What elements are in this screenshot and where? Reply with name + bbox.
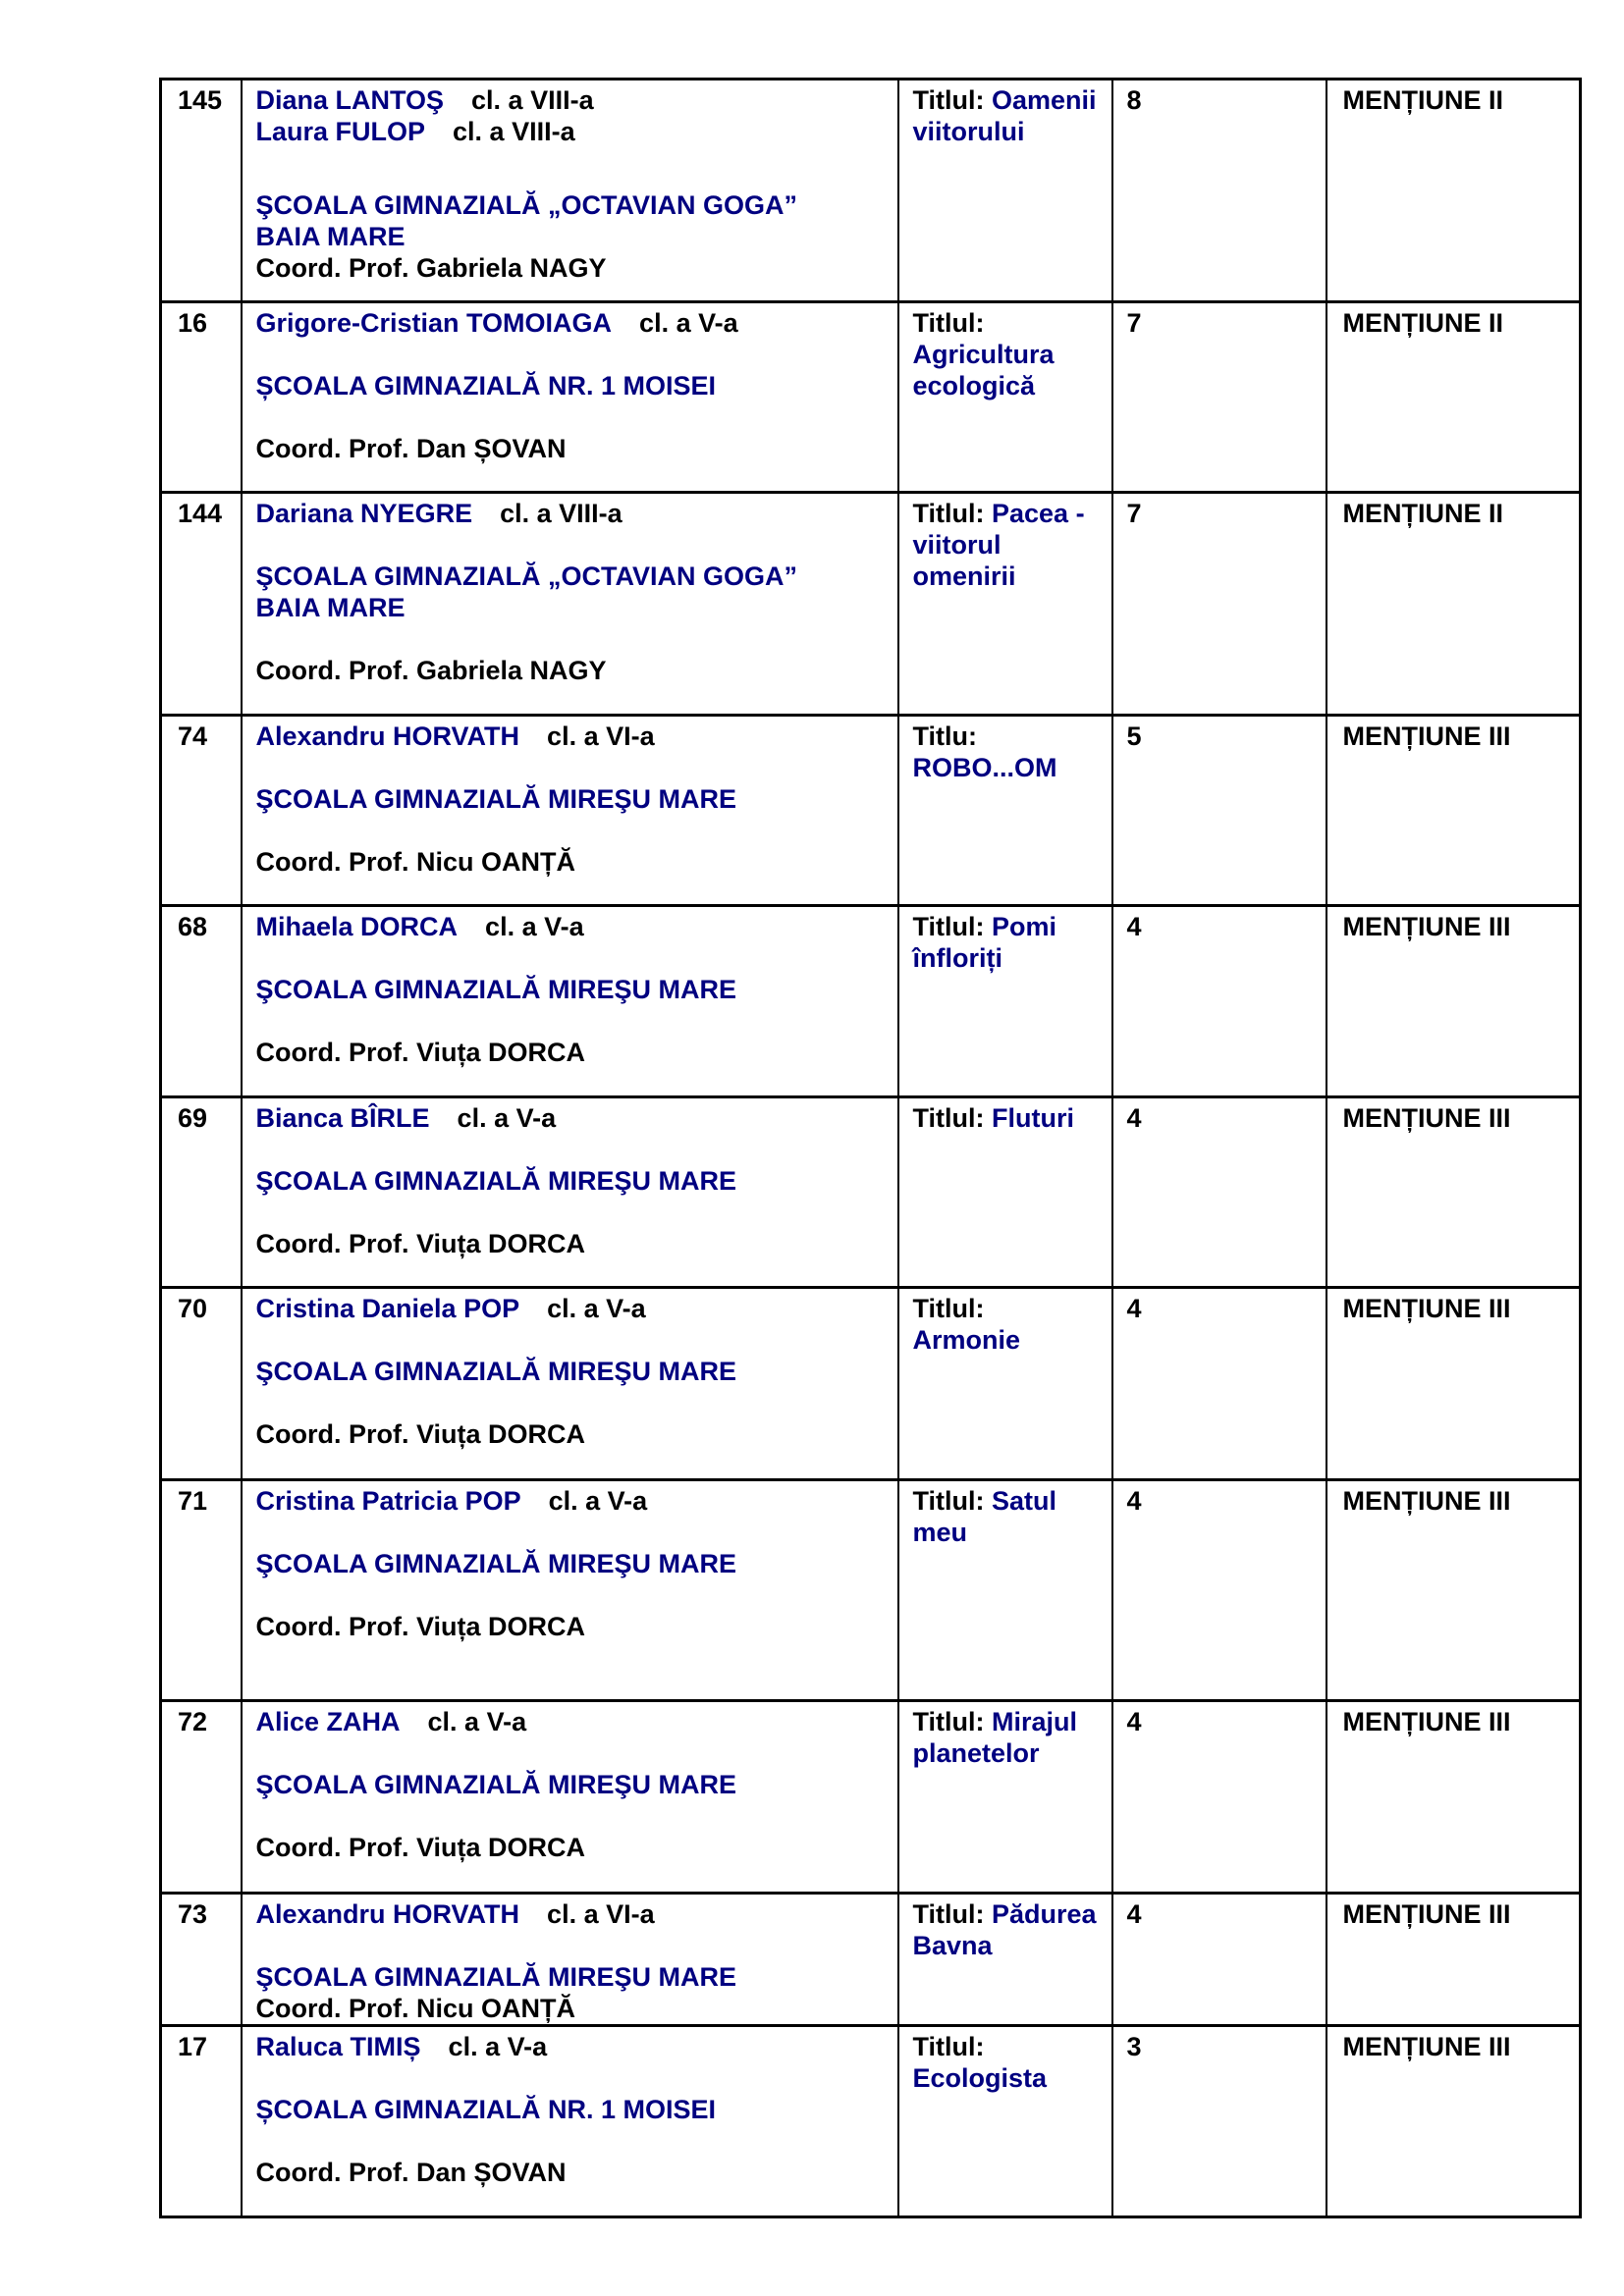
school-name: BAIA MARE — [255, 593, 406, 622]
school-name: ŞCOALA GIMNAZIALĂ MIREŞU MARE — [255, 1770, 736, 1799]
student-grade: cl. a V-a — [457, 1103, 557, 1133]
student-line — [256, 84, 884, 116]
prize-cell — [1326, 1480, 1581, 1701]
student-grade: cl. a VIII-a — [471, 85, 594, 115]
score: 8 — [1126, 85, 1142, 115]
student-name: Mihaela DORCA — [255, 912, 459, 941]
prize: MENȚIUNE III — [1342, 2032, 1511, 2061]
student-line — [256, 116, 884, 147]
student-name: Raluca TIMIȘ — [255, 2032, 421, 2061]
entry-id: 16 — [178, 308, 208, 338]
student-name: Alice ZAHA — [255, 1707, 401, 1736]
student-name: Grigore-Cristian TOMOIAGA — [255, 308, 613, 338]
score-cell — [1112, 493, 1326, 716]
results-table-body — [161, 80, 1581, 2217]
work-title: Pădurea Bavna — [912, 1899, 1097, 1960]
prize: MENȚIUNE II — [1342, 499, 1504, 528]
work-title: Armonie — [912, 1325, 1021, 1355]
work-title: Agricultura ecologică — [912, 340, 1055, 400]
table-row — [161, 302, 1581, 493]
table-row — [161, 1894, 1581, 2026]
entry-id-cell — [161, 493, 242, 716]
student-line — [256, 1293, 884, 1324]
work-title: Pacea - viitorul omenirii — [912, 499, 1085, 591]
score: 4 — [1126, 912, 1142, 941]
coordinator: Coord. Prof. Nicu OANȚĂ — [255, 847, 575, 877]
table-row — [161, 716, 1581, 906]
work-title-cell — [898, 1701, 1112, 1894]
prize: MENȚIUNE III — [1342, 1486, 1511, 1516]
student-grade: cl. a V-a — [448, 2032, 548, 2061]
work-title-cell — [898, 2026, 1112, 2217]
student-line — [256, 1102, 884, 1134]
participant-cell — [242, 906, 898, 1097]
student-grade: cl. a VIII-a — [453, 117, 575, 146]
table-row — [161, 80, 1581, 302]
student-grade: cl. a V-a — [639, 308, 738, 338]
prize: MENȚIUNE III — [1342, 1103, 1511, 1133]
participant-cell — [242, 2026, 898, 2217]
student-name: Alexandru HORVATH — [255, 1899, 520, 1929]
student-line — [256, 721, 884, 752]
entry-id: 73 — [178, 1899, 208, 1929]
student-grade: cl. a V-a — [427, 1707, 527, 1736]
coordinator: Coord. Prof. Viuța DORCA — [255, 1419, 586, 1449]
entry-id: 72 — [178, 1707, 208, 1736]
school-name: ŞCOALA GIMNAZIALĂ MIREŞU MARE — [255, 1962, 736, 1992]
participant-cell — [242, 1097, 898, 1288]
school-name: ŞCOALA GIMNAZIALĂ „OCTAVIAN GOGA” — [255, 561, 797, 591]
prize-cell — [1326, 1097, 1581, 1288]
score-cell — [1112, 716, 1326, 906]
work-title-cell — [898, 1097, 1112, 1288]
title-label: Titlul: — [912, 85, 985, 115]
prize-cell — [1326, 1894, 1581, 2026]
student-line — [256, 2031, 884, 2062]
work-title: Mirajul planetelor — [912, 1707, 1078, 1768]
participant-cell — [242, 1288, 898, 1480]
work-title: Satul meu — [912, 1486, 1057, 1547]
student-line — [256, 1485, 884, 1517]
entry-id-cell — [161, 302, 242, 493]
prize-cell — [1326, 716, 1581, 906]
title-label: Titlul: — [912, 1899, 985, 1929]
entry-id: 69 — [178, 1103, 208, 1133]
entry-id-cell — [161, 1480, 242, 1701]
entry-id: 144 — [178, 499, 223, 528]
work-title: ROBO...OM — [912, 753, 1057, 782]
student-grade: cl. a VIII-a — [500, 499, 623, 528]
entry-id-cell — [161, 1894, 242, 2026]
student-grade: cl. a V-a — [547, 1294, 646, 1323]
participant-cell — [242, 80, 898, 302]
school-name: ŞCOALA GIMNAZIALĂ MIREŞU MARE — [255, 1357, 736, 1386]
work-title-cell — [898, 493, 1112, 716]
student-grade: cl. a V-a — [485, 912, 584, 941]
score: 7 — [1126, 499, 1142, 528]
table-row — [161, 1288, 1581, 1480]
title-label: Titlul: — [912, 2032, 985, 2061]
school-name: ŞCOALA GIMNAZIALĂ „OCTAVIAN GOGA” — [255, 190, 797, 220]
student-grade: cl. a VI-a — [547, 721, 655, 751]
score: 4 — [1126, 1486, 1142, 1516]
student-name: Alexandru HORVATH — [255, 721, 520, 751]
student-line — [256, 307, 884, 339]
school-name: ŞCOALA GIMNAZIALĂ MIREŞU MARE — [255, 1549, 736, 1578]
school-name: ȘCOALA GIMNAZIALĂ NR. 1 MOISEI — [255, 371, 717, 400]
title-label: Titlul: — [912, 308, 985, 338]
student-name: Diana LANTOŞ — [255, 85, 445, 115]
table-row — [161, 2026, 1581, 2217]
work-title-cell — [898, 906, 1112, 1097]
coordinator: Coord. Prof. Dan ȘOVAN — [255, 434, 567, 463]
prize-cell — [1326, 906, 1581, 1097]
score-cell — [1112, 1097, 1326, 1288]
student-name: Bianca BÎRLE — [255, 1103, 430, 1133]
score: 4 — [1126, 1103, 1142, 1133]
table-row — [161, 1097, 1581, 1288]
score-cell — [1112, 1701, 1326, 1894]
results-table — [159, 78, 1582, 2218]
coordinator: Coord. Prof. Viuța DORCA — [255, 1229, 586, 1258]
entry-id: 17 — [178, 2032, 208, 2061]
score: 4 — [1126, 1707, 1142, 1736]
score-cell — [1112, 1480, 1326, 1701]
title-label: Titlul: — [912, 1486, 985, 1516]
school-name: ŞCOALA GIMNAZIALĂ MIREŞU MARE — [255, 784, 736, 814]
prize-cell — [1326, 302, 1581, 493]
prize-cell — [1326, 1288, 1581, 1480]
score-cell — [1112, 906, 1326, 1097]
entry-id-cell — [161, 906, 242, 1097]
participant-cell — [242, 716, 898, 906]
participant-cell — [242, 493, 898, 716]
coordinator: Coord. Prof. Viuța DORCA — [255, 1833, 586, 1862]
score: 4 — [1126, 1294, 1142, 1323]
score-cell — [1112, 302, 1326, 493]
work-title: Ecologista — [912, 2063, 1048, 2093]
participant-cell — [242, 1480, 898, 1701]
entry-id: 71 — [178, 1486, 208, 1516]
table-row — [161, 1701, 1581, 1894]
entry-id-cell — [161, 1288, 242, 1480]
entry-id: 68 — [178, 912, 208, 941]
participant-cell — [242, 1894, 898, 2026]
coordinator: Coord. Prof. Viuța DORCA — [255, 1038, 586, 1067]
work-title-cell — [898, 302, 1112, 493]
work-title: Fluturi — [992, 1103, 1074, 1133]
prize: MENȚIUNE II — [1342, 308, 1504, 338]
student-line — [256, 1706, 884, 1737]
student-name: Cristina Daniela POP — [255, 1294, 520, 1323]
title-label: Titlul: — [912, 499, 985, 528]
score: 5 — [1126, 721, 1142, 751]
score-cell — [1112, 80, 1326, 302]
student-grade: cl. a VI-a — [547, 1899, 655, 1929]
score-cell — [1112, 1894, 1326, 2026]
score: 7 — [1126, 308, 1142, 338]
entry-id: 74 — [178, 721, 208, 751]
entry-id: 145 — [178, 85, 223, 115]
work-title: Oamenii viitorului — [912, 85, 1097, 146]
coordinator: Coord. Prof. Dan ȘOVAN — [255, 2158, 567, 2187]
coordinator: Coord. Prof. Viuța DORCA — [255, 1612, 586, 1641]
coordinator: Coord. Prof. Nicu OANȚĂ — [255, 1994, 575, 2023]
student-name: Cristina Patricia POP — [255, 1486, 521, 1516]
title-label: Titlu: — [912, 721, 977, 751]
table-row — [161, 1480, 1581, 1701]
prize: MENȚIUNE III — [1342, 1294, 1511, 1323]
work-title-cell — [898, 1288, 1112, 1480]
title-label: Titlul: — [912, 1707, 985, 1736]
prize: MENȚIUNE III — [1342, 1707, 1511, 1736]
prize-cell — [1326, 493, 1581, 716]
student-line — [256, 498, 884, 529]
school-name: ŞCOALA GIMNAZIALĂ MIREŞU MARE — [255, 1166, 736, 1196]
title-label: Titlul: — [912, 1103, 985, 1133]
table-row — [161, 906, 1581, 1097]
student-grade: cl. a V-a — [548, 1486, 648, 1516]
prize-cell — [1326, 1701, 1581, 1894]
prize-cell — [1326, 2026, 1581, 2217]
entry-id-cell — [161, 80, 242, 302]
work-title-cell — [898, 1894, 1112, 2026]
entry-id-cell — [161, 2026, 242, 2217]
entry-id-cell — [161, 1701, 242, 1894]
student-line — [256, 911, 884, 942]
score-cell — [1112, 2026, 1326, 2217]
score: 3 — [1126, 2032, 1142, 2061]
coordinator: Coord. Prof. Gabriela NAGY — [255, 656, 607, 685]
prize-cell — [1326, 80, 1581, 302]
work-title-cell — [898, 716, 1112, 906]
entry-id-cell — [161, 1097, 242, 1288]
student-line — [256, 1898, 884, 1930]
prize: MENȚIUNE III — [1342, 721, 1511, 751]
participant-cell — [242, 302, 898, 493]
student-name: Dariana NYEGRE — [255, 499, 473, 528]
score: 4 — [1126, 1899, 1142, 1929]
work-title-cell — [898, 80, 1112, 302]
title-label: Titlul: — [912, 1294, 985, 1323]
coordinator: Coord. Prof. Gabriela NAGY — [255, 253, 607, 283]
entry-id: 70 — [178, 1294, 208, 1323]
prize: MENȚIUNE III — [1342, 1899, 1511, 1929]
school-name: ŞCOALA GIMNAZIALĂ MIREŞU MARE — [255, 975, 736, 1004]
prize: MENȚIUNE II — [1342, 85, 1504, 115]
school-name: BAIA MARE — [255, 222, 406, 251]
prize: MENȚIUNE III — [1342, 912, 1511, 941]
school-name: ȘCOALA GIMNAZIALĂ NR. 1 MOISEI — [255, 2095, 717, 2124]
work-title-cell — [898, 1480, 1112, 1701]
student-name: Laura FULOP — [255, 117, 426, 146]
title-label: Titlul: — [912, 912, 985, 941]
entry-id-cell — [161, 716, 242, 906]
work-title: Pomi înfloriți — [912, 912, 1057, 973]
score-cell — [1112, 1288, 1326, 1480]
participant-cell — [242, 1701, 898, 1894]
table-row — [161, 493, 1581, 716]
